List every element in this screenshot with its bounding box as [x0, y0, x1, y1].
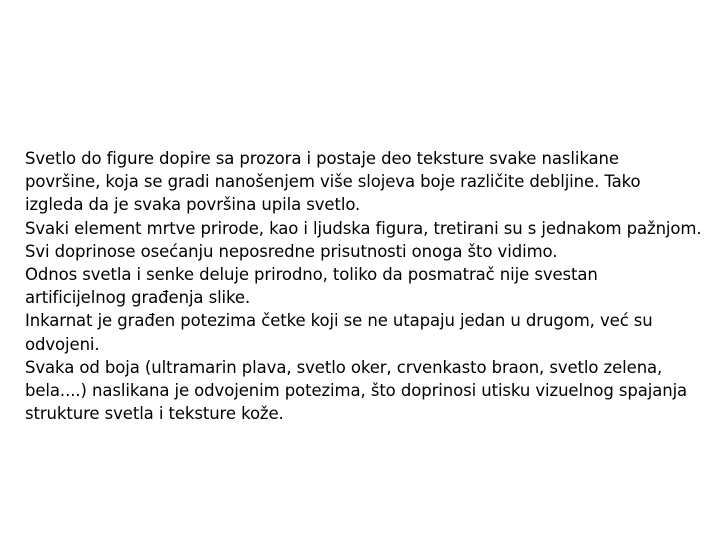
text-line: Inkarnat je građen potezima četke koji se ne utapaju jedan u drugom, već su [25, 311, 653, 331]
text-line: izgleda da je svaka površina upila svetlo. [25, 195, 361, 215]
text-line: Odnos svetla i senke deluje prirodno, toliko da posmatrač nije svestan [25, 265, 598, 285]
text-line: strukture svetla i teksture kože. [25, 404, 284, 424]
text-line: površine, koja se gradi nanošenjem više slojeva boje različite debljine. Tako [25, 172, 641, 192]
text-line: Svaka od boja (ultramarin plava, svetlo oker, crvenkasto braon, svetlo zelena, [25, 357, 663, 377]
text-line: odvojeni. [25, 334, 100, 354]
text-body [25, 147, 705, 425]
text-line: Svi doprinose osećanju neposredne prisutnosti onoga što vidimo. [25, 241, 558, 261]
text-line: Svetlo do figure dopire sa prozora i postaje deo teksture svake naslikane [25, 149, 619, 168]
text-line: bela....) naslikana je odvojenim potezima, što doprinosi utisku vizuelnog spajanja [25, 381, 688, 401]
text-line: artificijelnog građenja slike. [25, 288, 251, 308]
text-line: Svaki element mrtve prirode, kao i ljudska figura, tretirani su s jednakom pažnjom. [25, 218, 702, 238]
